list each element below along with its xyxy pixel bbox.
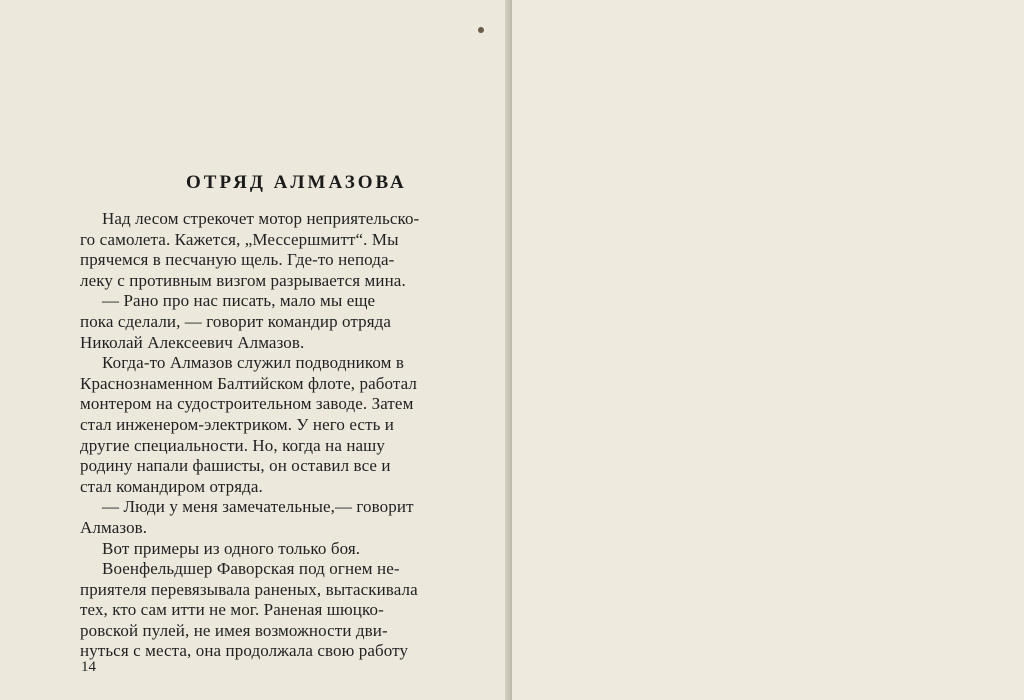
- text-line: приятеля перевязывала раненых, вытаскивала: [80, 579, 418, 599]
- text-line: пока сделали, — говорит командир отряда: [80, 311, 392, 331]
- text-line: — Рано про нас писать, мало мы еще: [102, 291, 376, 311]
- text-line: Алмазов.: [80, 517, 148, 537]
- text-line: прячемся в песчаную щель. Где-то непода-: [80, 250, 395, 270]
- text-line: Вот примеры из одного только боя.: [102, 538, 361, 558]
- right-page: [512, 0, 1024, 700]
- text-line: Краснознаменном Балтийском флоте, работал: [80, 373, 417, 393]
- text-line: Над лесом стрекочет мотор неприятельско-: [102, 209, 420, 228]
- left-page-text: [80, 209, 512, 662]
- ink-spot: [478, 27, 484, 33]
- chapter-title: ОТРЯД АЛМАЗОВА: [186, 172, 407, 193]
- text-line: нуться с места, она продолжала свою работу: [80, 641, 409, 661]
- text-line: ровской пулей, не имея возможности дви-: [80, 620, 388, 640]
- text-line: стал инженером-электриком. У него есть и: [80, 414, 395, 434]
- text-line: леку с противным визгом разрывается мина.: [80, 270, 406, 290]
- text-line: Когда-то Алмазов служил подводником в: [102, 353, 404, 373]
- text-line: — Люди у меня замечательные,— говорит: [102, 497, 414, 517]
- text-line: родину напали фашисты, он оставил все и: [80, 456, 391, 476]
- text-line: Военфельдшер Фаворская под огнем не-: [102, 559, 400, 579]
- text-line: монтером на судостроительном заводе. Затем: [80, 394, 414, 414]
- text-line: тех, кто сам итти не мог. Раненая шюцко-: [80, 600, 384, 620]
- text-line: Николай Алексеевич Алмазов.: [80, 332, 305, 352]
- page-number-left: 14: [81, 659, 96, 675]
- text-line: стал командиром отряда.: [80, 476, 263, 496]
- text-line: го самолета. Кажется, „Мессершмитт“. Мы: [80, 229, 399, 249]
- text-line: другие специальности. Но, когда на нашу: [80, 435, 385, 455]
